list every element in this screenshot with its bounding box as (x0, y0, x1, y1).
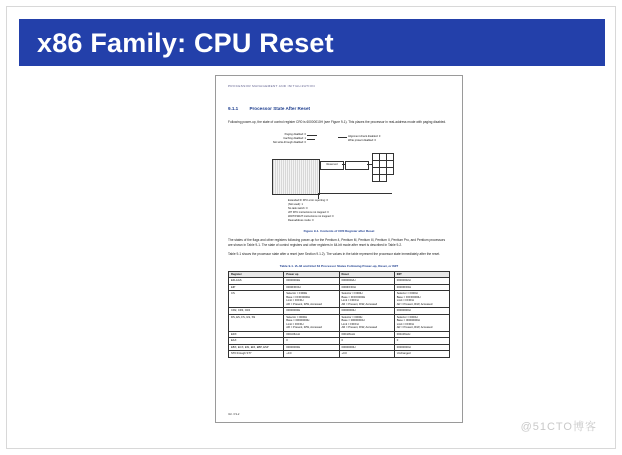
figure-top-label-2: Not write-through disabled: 0 (272, 141, 306, 145)
table-cell-line: Selector = F000H (286, 292, 308, 296)
table-row (229, 314, 450, 331)
table-cell: EBX, ECX, ESI, EDI, EBP, ESP (229, 344, 284, 351)
table-cell-line: 00000002H (396, 279, 411, 283)
table-cell-line: Base = FFFF0000H (396, 295, 421, 299)
table-cell (339, 291, 394, 308)
running-header: PROCESSOR MANAGEMENT AND INITIALIZATION (228, 84, 315, 88)
watermark (519, 421, 607, 442)
table-row (229, 291, 450, 308)
table-cell: EAX (229, 338, 284, 345)
table-cell (284, 351, 339, 358)
document-page (215, 75, 463, 423)
table-cell-line: 00000000H (396, 309, 411, 313)
table-caption: Table 9-1. IA-32 and Intel 64 Processor States Following Power-up, Reset, or INIT (279, 263, 399, 268)
figure-field-box (345, 161, 369, 170)
table-cell-line: 00000002H (341, 279, 356, 283)
table-intro-paragraph-2: Table 9-1 shows the processor state after a reset (see Section 9.1.2). The values in the table represent the processor state immediately after the reset. (228, 252, 441, 257)
table-cell-line: 00000000H (396, 345, 411, 349)
table-column-header: Register (229, 271, 284, 278)
table-cell-line: Base = FFFF0000H (286, 295, 310, 299)
figure-bottom-label-2: No task switch: 0 (288, 207, 308, 211)
table-cell-line: Unchanged (396, 352, 411, 356)
figure-register-box (272, 159, 320, 195)
table-cell-line: Base = 00000000H (341, 319, 365, 323)
figure-bit-cell (386, 167, 394, 175)
figure-leader-line (307, 139, 315, 140)
table-cell-line: AR = Present, R/W, Accessed (286, 326, 322, 330)
table-row (229, 351, 450, 358)
section-number: 9.1.1 (228, 106, 239, 111)
figure-bottom-label-4: WAIT/FWAIT instructions not trapped: 0 (288, 215, 334, 219)
table-cell-line: Limit = FFFFH (341, 299, 359, 303)
table-cell (394, 291, 449, 308)
table-cell: CS (229, 291, 284, 308)
figure-cr0 (244, 131, 434, 223)
page-footer: Vol. 3 9-2 (228, 413, 240, 416)
table-cell-line: Limit = FFFFH (396, 322, 414, 326)
table-cell-line: 0 (286, 339, 288, 343)
table-cell-line: 0000FFF0H (286, 285, 301, 289)
table-cell-line: 000n06xxH (341, 332, 356, 336)
table-cell-line: Selector = 0000H (396, 315, 418, 319)
table-intro-paragraph: The states of the flags and other registers following power-up for the Pentium 4, Pentium M, Pentium III, Pentium II, Pentium Pro, and Pentium processors are shown in Table 9-1. The state of control registers and other registers in 64-bit mode after reset is described in Table 9-2. (228, 238, 446, 247)
table-cell-line: 00000000H (341, 345, 356, 349)
figure-bottom-label-5: Real-address mode: 0 (288, 219, 314, 223)
table-cell-line: Base = 00000000H (286, 319, 310, 323)
table-cell (394, 351, 449, 358)
figure-hatch-fill (273, 160, 319, 194)
table-cell: EIP (229, 284, 284, 291)
intro-paragraph: Following power-up, the state of control register CR0 is 60000010H (see Figure 9-1). This places the processor in real-address mode with paging disabled. (228, 120, 447, 124)
table-cell-line: 00000000H (286, 309, 301, 313)
table-cell-line: 0000FFF0H (341, 285, 356, 289)
figure-bottom-label-3: x87 FPU instructions not trapped: 0 (288, 211, 329, 215)
figure-top-label-1: Caching disabled: 1 (283, 137, 306, 141)
table-cell-line: 0 (396, 339, 399, 343)
table-cell-line: +0.0 (286, 352, 292, 356)
table-cell-line: AR = Present, R/W, Accessed (286, 302, 322, 306)
table-cell-line: 00000000H (341, 309, 356, 313)
figure-bottom-label-0: Extended IF FPU error reporting: 0 (288, 199, 328, 203)
table-cell-line: +0.0 (341, 352, 347, 356)
section-heading (228, 97, 450, 115)
table-cell-line: Limit = FFFFH (396, 299, 414, 303)
figure-leader-line (338, 137, 347, 138)
table-body (229, 278, 450, 358)
table-column-header: Reset (339, 271, 394, 278)
table-cell-line: 0000FFF0H (396, 285, 412, 289)
table-cell-line: 000n06xxH (286, 332, 300, 336)
table-column-header: Power up (284, 271, 339, 278)
table-cell: EDX (229, 331, 284, 338)
figure-top-label-4: Write protect disabled: 0 (348, 139, 376, 143)
table-cell: DS, ES, FS, GS, SS (229, 314, 284, 331)
page-title: x86 Family: CPU Reset (37, 28, 334, 58)
table-cell: EFLAGS (229, 278, 284, 285)
figure-leader-line (318, 193, 392, 194)
section-title: Processor State After Reset (249, 106, 311, 111)
table-cell: ST0 through ST7 (229, 351, 284, 358)
table-cell (284, 291, 339, 308)
table-cell-line: Limit = FFFFH (286, 299, 304, 303)
watermark-text: @51CTO博客 (520, 421, 597, 433)
table-cell-line: Selector = F000H (396, 292, 418, 296)
figure-top-label-3: Alignment check disabled: 0 (348, 135, 381, 139)
table-cell-line: 000n06xxH (396, 332, 411, 336)
figure-leader-line (307, 135, 317, 136)
table-cell-line: AR = Present, R/W, Accessed (396, 302, 433, 306)
table-cell-line: AR = Present, R/W, Accessed (396, 326, 433, 330)
figure-caption: Figure 9-1. Contents of CR0 Register after Reset (303, 229, 375, 234)
table-cell (339, 351, 394, 358)
table-cell-line: Selector = 0000H (286, 315, 308, 319)
table-cell-line: Limit = FFFFH (341, 322, 359, 326)
table-cell-line: 00000000H (286, 345, 301, 349)
table-column-header: INIT (394, 271, 449, 278)
table-cell-line: Base = FFFF0000H (341, 295, 366, 299)
table-cell (394, 314, 449, 331)
slide-canvas (6, 6, 616, 449)
figure-reserved-field: Reserved (320, 161, 344, 170)
figure-leader-line (367, 164, 372, 165)
table-cell-line: Selector = F000H (341, 292, 363, 296)
slide-title-bar (19, 19, 605, 66)
figure-top-label-0: Paging disabled: 0 (284, 133, 306, 137)
processor-state-table (228, 271, 450, 358)
table-cell-line: 00000002H (286, 279, 301, 283)
table-cell-line: Base = 00000000H (396, 319, 420, 323)
table-cell (284, 314, 339, 331)
figure-bottom-label-1: (Not used): 1 (288, 203, 303, 207)
figure-leader-line (342, 164, 345, 165)
table-cell-line: 0 (341, 339, 343, 343)
table-cell-line: Limit = FFFFH (286, 322, 304, 326)
figure-bit-cell (379, 174, 387, 182)
table-cell (339, 314, 394, 331)
table-cell-line: AR = Present, R/W, Accessed (341, 302, 378, 306)
table-cell: CR2, CR3, CR4 (229, 308, 284, 315)
table-cell-line: Selector = 0000H (341, 315, 363, 319)
table-cell-line: AR = Present, R/W, Accessed (341, 326, 378, 330)
